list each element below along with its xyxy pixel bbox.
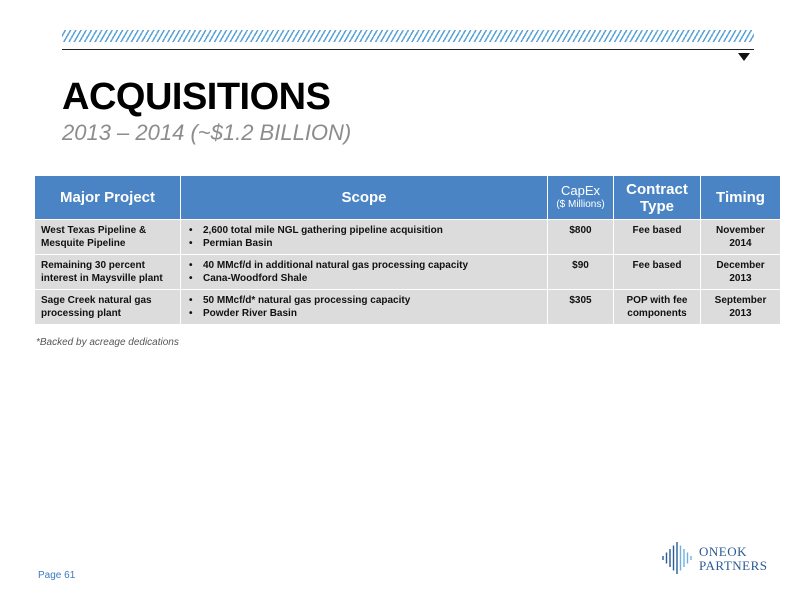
table-header-row (35, 176, 781, 220)
page-subtitle: 2013 – 2014 (~$1.2 BILLION) (62, 120, 352, 145)
cell-project: Sage Creek natural gas processing plant (35, 290, 181, 325)
scope-bullet: • Cana-Woodford Shale (187, 272, 541, 285)
acquisitions-table (34, 175, 781, 325)
cell-contract-type: POP with fee components (614, 290, 701, 325)
header-contract-type: Contract Type (614, 176, 701, 220)
cell-capex: $90 (548, 255, 614, 290)
page-title: ACQUISITIONS (62, 76, 331, 118)
header-scope: Scope (181, 176, 548, 220)
cell-scope (181, 290, 548, 325)
scope-bullet: • 50 MMcf/d* natural gas processing capacity (187, 294, 541, 307)
table-row (35, 255, 781, 290)
scope-bullet: • 40 MMcf/d in additional natural gas processing capacity (187, 259, 541, 272)
scope-bullet: • 2,600 total mile NGL gathering pipeline acquisition (187, 224, 541, 237)
header-capex-label: CapEx (560, 183, 601, 198)
cell-timing: December 2013 (701, 255, 781, 290)
logo-wordmark (699, 545, 768, 573)
cell-contract-type: Fee based (614, 255, 701, 290)
table-row (35, 220, 781, 255)
page-number: Page 61 (38, 570, 76, 581)
header-timing: Timing (701, 176, 781, 220)
oneok-diamond-icon (658, 539, 696, 577)
cell-capex: $800 (548, 220, 614, 255)
scope-bullet: • Permian Basin (187, 237, 541, 250)
oneok-partners-logo (658, 535, 768, 580)
header-capex (548, 176, 614, 220)
logo-line-1: ONEOK (699, 544, 747, 559)
cell-scope (181, 255, 548, 290)
header-major-project: Major Project (35, 176, 181, 220)
table-row (35, 290, 781, 325)
cell-capex: $305 (548, 290, 614, 325)
cell-timing: September 2013 (701, 290, 781, 325)
decorative-hatch-band (62, 30, 754, 42)
cell-contract-type: Fee based (614, 220, 701, 255)
header-capex-unit: ($ Millions) (556, 199, 605, 210)
cell-scope (181, 220, 548, 255)
footnote: *Backed by acreage dedications (36, 337, 179, 348)
down-triangle-icon (738, 53, 750, 61)
scope-bullet: • Powder River Basin (187, 307, 541, 320)
cell-project: West Texas Pipeline & Mesquite Pipeline (35, 220, 181, 255)
logo-line-2: PARTNERS (699, 558, 768, 573)
header-rule (62, 49, 754, 50)
cell-project: Remaining 30 percent interest in Maysville plant (35, 255, 181, 290)
cell-timing: November 2014 (701, 220, 781, 255)
